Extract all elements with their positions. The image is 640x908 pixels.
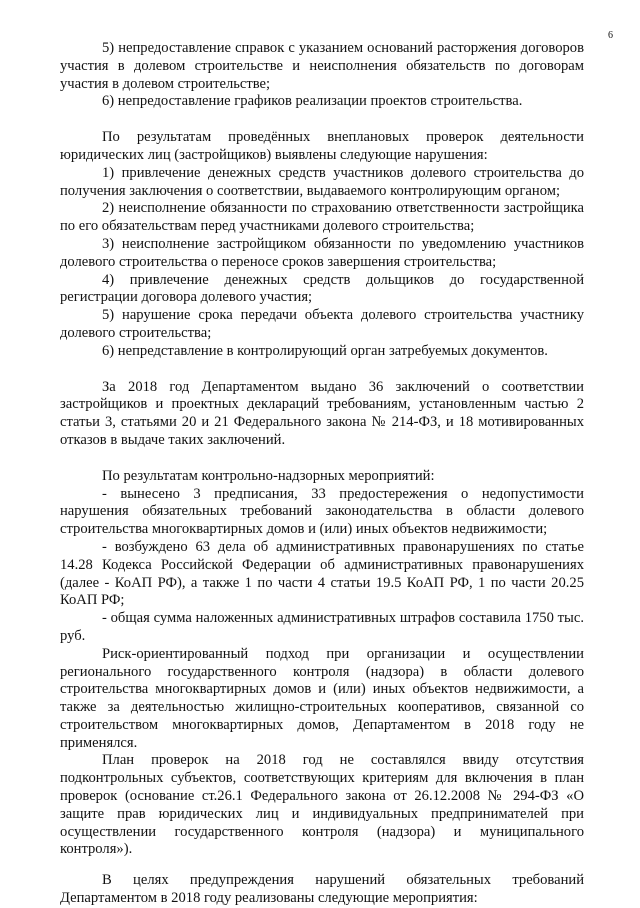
violation-item-2: 2) неисполнение обязанности по страхованию ответственности застройщика по его обязательствам перед участниками долевого строительства; xyxy=(60,200,584,235)
paragraph-inspection-results-intro: По результатам проведённых внеплановых проверок деятельности юридических лиц (застройщиков) выявлены следующие нарушения: xyxy=(60,129,584,163)
paragraph-item-6: 6) непредоставление графиков реализации проектов строительства. xyxy=(102,93,523,110)
result-item-cases: - возбуждено 63 дела об административных правонарушениях по статье 14.28 Кодекса Российской Федерации об административных правонарушениях (далее - КоАП РФ), а также 1 по части 4 статьи 19.5 КоАП РФ, 1 по части 20.25 КоАП РФ; xyxy=(60,538,584,609)
result-item-fines: - общая сумма наложенных административных штрафов составила 1750 тыс. руб. xyxy=(60,610,584,644)
paragraph-risk-approach: Риск-ориентированный подход при организации и осуществлении регионального государственного контроля (надзора) в области долевого строительства многоквартирных домов и (или) иных объектов недвижимости, а также за деятельностью жилищно-строительных кооперативов, связанной со строительством многоквартирных домов, Департаментом в 2018 году не применялся. xyxy=(60,645,584,751)
result-item-orders: - вынесено 3 предписания, 33 предостережения о недопустимости нарушения обязательных требований законодательства в области долевого строительства многоквартирных домов и (или) иных объектов недвижимости; xyxy=(60,485,584,538)
paragraph-prevention-measures: В целях предупреждения нарушений обязательных требований Департаментом в 2018 году реализованы следующие мероприятия: xyxy=(60,872,584,907)
violation-item-4: 4) привлечение денежных средств дольщиков до государственной регистрации договора долевого участия; xyxy=(60,271,584,306)
violation-item-6: 6) непредставление в контролирующий орган затребуемых документов. xyxy=(102,342,548,359)
violation-item-5: 5) нарушение срока передачи объекта долевого строительства участнику долевого строительства; xyxy=(60,307,584,341)
paragraph-inspection-plan: План проверок на 2018 год не составлялся ввиду отсутствия подконтрольных субъектов, соответствующих критериям для включения в план проверок (основание ст.26.1 Федерального закона от 26.12.2008 № 294-ФЗ «О защите прав юридических лиц и индивидуальных предпринимателей при осуществлении государственного контроля (надзора) и муниципального контроля»). xyxy=(60,752,584,858)
violation-item-3: 3) неисполнение застройщиком обязанности по уведомлению участников долевого строительства о переносе сроков завершения строительства; xyxy=(60,235,584,270)
violation-item-1: 1) привлечение денежных средств участников долевого строительства до получения заключения о соответствии, выдаваемого контролирующим органом; xyxy=(60,164,584,199)
paragraph-2018-conclusions: За 2018 год Департаментом выдано 36 заключений о соответствии застройщиков и проектных деклараций требованиям, установленным частью 2 статьи 3, статьями 20 и 21 Федерального закона № 214-ФЗ, и 18 мотивированных отказов в выдаче таких заключений. xyxy=(60,378,584,448)
paragraph-item-5: 5) непредоставление справок с указанием оснований расторжения договоров участия в долевом строительстве и неисполнения обязательств по договорам участия в долевом строительстве; xyxy=(60,40,584,92)
paragraph-control-results-intro: По результатам контрольно-надзорных мероприятий: xyxy=(102,467,435,484)
document-body xyxy=(60,40,584,908)
page-number: 6 xyxy=(608,30,613,41)
